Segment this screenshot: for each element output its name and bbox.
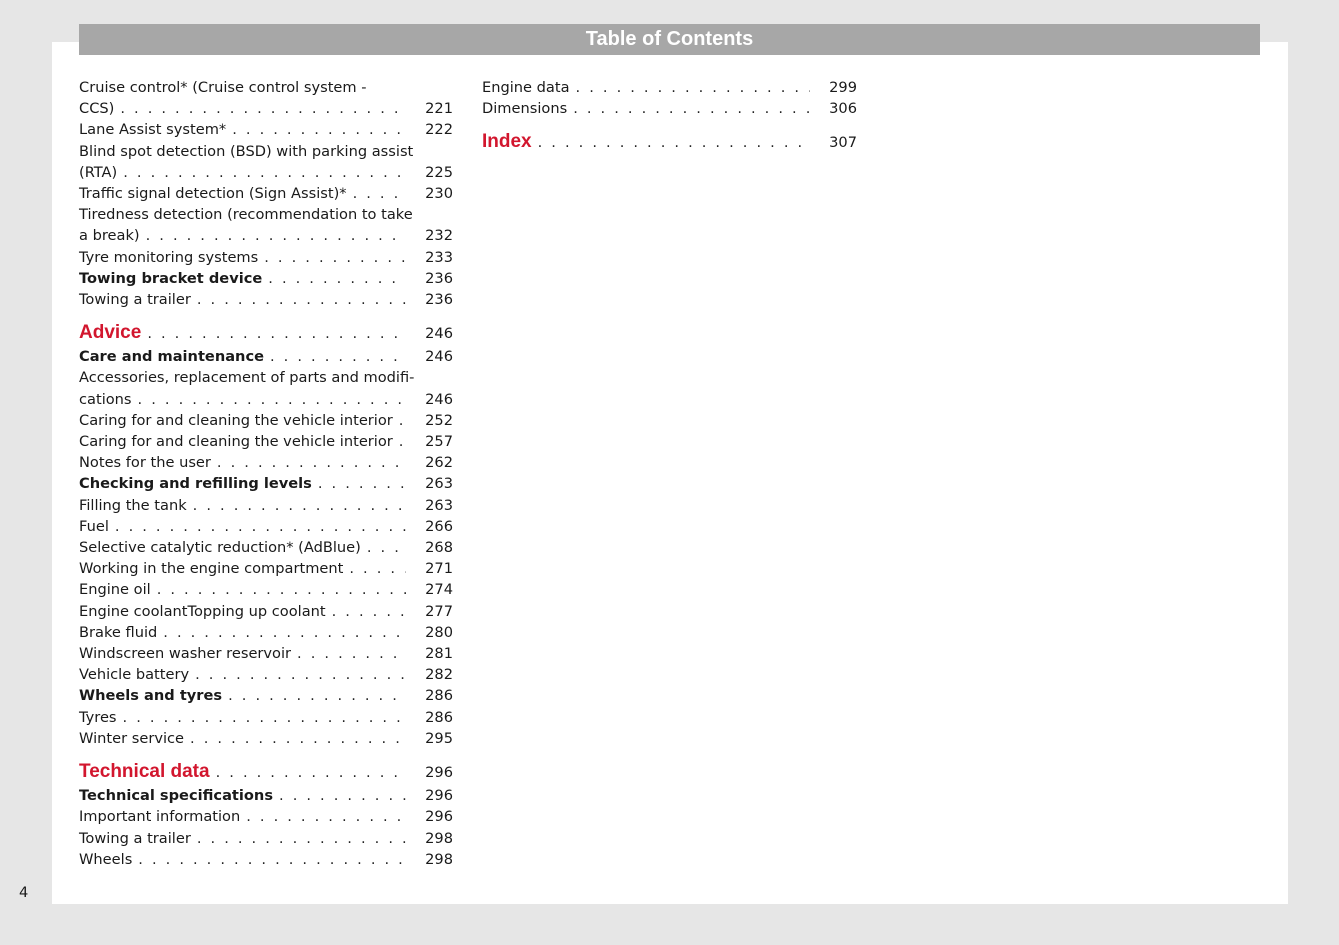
dot-leader <box>538 131 810 155</box>
toc-page-number: 246 <box>425 390 453 408</box>
toc-entry-title: Selective catalytic reduction* (AdBlue) <box>79 539 361 557</box>
toc-page-number: 263 <box>425 496 453 514</box>
toc-section-heading[interactable] <box>79 321 453 346</box>
toc-entry-row <box>79 601 453 622</box>
toc-entry-row <box>79 346 453 367</box>
toc-entry-row <box>79 558 453 579</box>
toc-entry[interactable] <box>79 707 453 728</box>
toc-page-number: 266 <box>425 517 453 535</box>
toc-entry[interactable] <box>79 119 453 140</box>
toc-page-number: 306 <box>829 100 857 118</box>
toc-page-number: 298 <box>425 850 453 868</box>
toc-entry[interactable] <box>482 98 857 119</box>
toc-entry-row <box>79 806 453 827</box>
dot-leader <box>115 516 406 537</box>
dot-leader <box>123 162 406 183</box>
toc-entry-row <box>79 452 453 473</box>
toc-entry-row <box>79 225 453 246</box>
dot-leader <box>232 119 406 140</box>
toc-page-number: 296 <box>425 764 453 782</box>
toc-page-number: 280 <box>425 623 453 641</box>
toc-entry-title: Checking and refilling levels <box>79 475 312 493</box>
toc-entry-title: Fuel <box>79 517 109 535</box>
dot-leader <box>349 558 406 579</box>
page-number: 4 <box>19 884 29 901</box>
toc-entry-row <box>79 321 453 346</box>
toc-entry-row <box>79 849 453 870</box>
toc-entry[interactable] <box>482 77 857 98</box>
toc-page-number: 281 <box>425 645 453 663</box>
toc-entry-title: cations <box>79 390 132 408</box>
toc-entry-row <box>79 537 453 558</box>
toc-page-number: 230 <box>425 185 453 203</box>
toc-entry-title: Cruise control* (Cruise control system - <box>79 79 367 96</box>
toc-page-number: 296 <box>425 787 453 805</box>
toc-page-number: 274 <box>425 581 453 599</box>
toc-entry-row <box>482 77 857 98</box>
toc-entry[interactable] <box>79 452 453 473</box>
toc-entry-title: Index <box>482 131 532 153</box>
toc-entry-title: Engine data <box>482 79 570 96</box>
dot-leader <box>318 473 406 494</box>
toc-entry-row <box>482 130 857 155</box>
toc-page-number: 277 <box>425 602 453 620</box>
dot-leader <box>190 728 406 749</box>
toc-entry-row <box>79 162 453 183</box>
dot-leader <box>216 761 406 785</box>
toc-entry-title: Engine oil <box>79 581 151 599</box>
toc-entry-title: Filling the tank <box>79 496 187 514</box>
toc-entry-title: (RTA) <box>79 163 118 181</box>
toc-entry-row <box>79 389 453 410</box>
toc-entry-title: Accessories, replacement of parts and modifi- <box>79 369 415 387</box>
toc-entry[interactable] <box>79 601 453 622</box>
dot-leader <box>246 806 406 827</box>
toc-entry-row <box>79 410 453 431</box>
toc-entry[interactable] <box>79 516 453 537</box>
toc-entry-title: Towing bracket device <box>79 269 263 287</box>
toc-entry-title: Lane Assist system* <box>79 121 227 139</box>
toc-entry-title: Working in the engine compartment <box>79 560 344 578</box>
toc-page-number: 282 <box>425 666 453 684</box>
dot-leader <box>146 225 406 246</box>
toc-entry-row <box>79 685 453 706</box>
toc-entry-row <box>79 579 453 600</box>
toc-entry-title: Advice <box>79 322 142 344</box>
toc-right-column <box>482 77 857 155</box>
toc-entry[interactable] <box>79 289 453 310</box>
toc-entry-title: CCS) <box>79 100 115 118</box>
toc-entry-row <box>79 760 453 785</box>
toc-entry-row <box>79 664 453 685</box>
toc-entry-title: a break) <box>79 227 140 245</box>
toc-page-number: 296 <box>425 808 453 826</box>
toc-entry[interactable] <box>79 622 453 643</box>
toc-page-number: 299 <box>829 79 857 96</box>
toc-entry[interactable] <box>79 141 453 183</box>
toc-entry-title: Important information <box>79 808 241 826</box>
dot-leader <box>123 707 406 728</box>
dot-leader <box>367 537 406 558</box>
toc-page-number: 257 <box>425 433 453 451</box>
dot-leader <box>138 849 406 870</box>
dot-leader <box>193 495 406 516</box>
toc-entry-title: Caring for and cleaning the vehicle interior <box>79 411 393 429</box>
toc-entry[interactable] <box>79 785 453 806</box>
toc-page-number: 221 <box>425 100 453 118</box>
dot-leader <box>264 247 406 268</box>
toc-page-number: 268 <box>425 539 453 557</box>
toc-entry[interactable] <box>79 204 453 246</box>
dot-leader <box>297 643 406 664</box>
toc-entry-title: Care and maintenance <box>79 348 264 366</box>
toc-entry[interactable] <box>79 558 453 579</box>
toc-entry[interactable] <box>79 247 453 268</box>
toc-page-number: 246 <box>425 325 453 343</box>
toc-page-number: 246 <box>425 348 453 366</box>
toc-entry-row <box>79 473 453 494</box>
toc-entry-row <box>79 119 453 140</box>
toc-entry-row <box>79 431 453 452</box>
toc-entry-title: Technical data <box>79 761 210 783</box>
toc-entry[interactable] <box>79 495 453 516</box>
toc-entry[interactable] <box>79 828 453 849</box>
toc-page-number: 252 <box>425 411 453 429</box>
toc-entry-title: Blind spot detection (BSD) with parking assist <box>79 142 414 160</box>
toc-entry-title: Dimensions <box>482 100 568 118</box>
dot-leader <box>197 828 406 849</box>
toc-entry[interactable] <box>79 473 453 494</box>
toc-entry[interactable] <box>79 537 453 558</box>
toc-entry-row <box>482 98 857 119</box>
toc-section-heading[interactable] <box>482 130 857 155</box>
dot-leader <box>138 389 406 410</box>
toc-entry-row <box>79 247 453 268</box>
toc-section-heading[interactable] <box>79 760 453 785</box>
dot-leader <box>268 268 406 289</box>
toc-entry[interactable] <box>79 685 453 706</box>
dot-leader <box>399 410 406 431</box>
toc-entry-title: Traffic signal detection (Sign Assist)* <box>79 185 347 203</box>
toc-page-number: 233 <box>425 248 453 266</box>
toc-page-number: 263 <box>425 475 453 493</box>
toc-entry-row <box>79 495 453 516</box>
dot-leader <box>163 622 406 643</box>
toc-entry-title: Caring for and cleaning the vehicle interior <box>79 433 393 451</box>
dot-leader <box>157 579 406 600</box>
toc-entry[interactable] <box>79 431 453 452</box>
toc-entry[interactable] <box>79 806 453 827</box>
toc-entry[interactable] <box>79 346 453 367</box>
toc-entry-row <box>79 183 453 204</box>
dot-leader <box>573 98 810 119</box>
toc-entry-title: Vehicle battery <box>79 666 190 684</box>
dot-leader <box>270 346 406 367</box>
toc-entry-row <box>79 268 453 289</box>
toc-page-number: 222 <box>425 121 453 139</box>
dot-leader <box>228 685 406 706</box>
toc-entry[interactable] <box>79 268 453 289</box>
toc-entry-title: Tyre monitoring systems <box>79 248 259 266</box>
toc-page-number: 286 <box>425 708 453 726</box>
toc-entry-title: Wheels <box>79 850 133 868</box>
toc-entry-title: Engine coolantTopping up coolant <box>79 602 326 620</box>
toc-page-number: 271 <box>425 560 453 578</box>
toc-entry-title: Towing a trailer <box>79 291 191 309</box>
toc-entry[interactable] <box>79 664 453 685</box>
toc-entry-title: Notes for the user <box>79 454 211 472</box>
dot-leader <box>332 601 406 622</box>
toc-page-number: 262 <box>425 454 453 472</box>
toc-entry[interactable] <box>79 410 453 431</box>
toc-entry-title: Winter service <box>79 729 185 747</box>
toc-page-number: 236 <box>425 269 453 287</box>
toc-entry-title: Windscreen washer reservoir <box>79 645 292 663</box>
dot-leader <box>195 664 406 685</box>
toc-entry-row <box>79 728 453 749</box>
toc-page-number: 295 <box>425 729 453 747</box>
toc-entry-title: Technical specifications <box>79 787 274 805</box>
toc-entry-row <box>79 707 453 728</box>
toc-page-number: 307 <box>829 134 857 152</box>
toc-entry-row <box>79 516 453 537</box>
dot-leader <box>399 431 406 452</box>
dot-leader <box>279 785 406 806</box>
toc-entry[interactable] <box>79 183 453 204</box>
dot-leader <box>353 183 406 204</box>
toc-page-number: 298 <box>425 829 453 847</box>
dot-leader <box>217 452 406 473</box>
dot-leader <box>120 98 406 119</box>
page-header: Table of Contents <box>79 24 1260 55</box>
toc-entry-title: Towing a trailer <box>79 829 191 847</box>
dot-leader <box>576 77 810 98</box>
toc-entry[interactable] <box>79 367 453 409</box>
toc-entry-title: Wheels and tyres <box>79 687 223 705</box>
toc-entry-row <box>79 643 453 664</box>
toc-entry-row <box>79 828 453 849</box>
toc-entry[interactable] <box>79 849 453 870</box>
toc-entry[interactable] <box>79 643 453 664</box>
dot-leader <box>197 289 406 310</box>
toc-page-number: 232 <box>425 227 453 245</box>
toc-page-number: 236 <box>425 291 453 309</box>
toc-entry-title: Brake fluid <box>79 623 158 641</box>
toc-entry[interactable] <box>79 728 453 749</box>
dot-leader <box>147 322 406 346</box>
toc-entry-title: Tyres <box>79 708 117 726</box>
toc-page-number: 286 <box>425 687 453 705</box>
toc-entry-row <box>79 785 453 806</box>
toc-page-number: 225 <box>425 163 453 181</box>
toc-entry[interactable] <box>79 77 453 119</box>
toc-entry[interactable] <box>79 579 453 600</box>
toc-entry-row <box>79 98 453 119</box>
toc-entry-row <box>79 289 453 310</box>
toc-left-column <box>79 77 453 870</box>
toc-entry-title: Tiredness detection (recommendation to take <box>79 206 413 224</box>
toc-entry-row <box>79 622 453 643</box>
